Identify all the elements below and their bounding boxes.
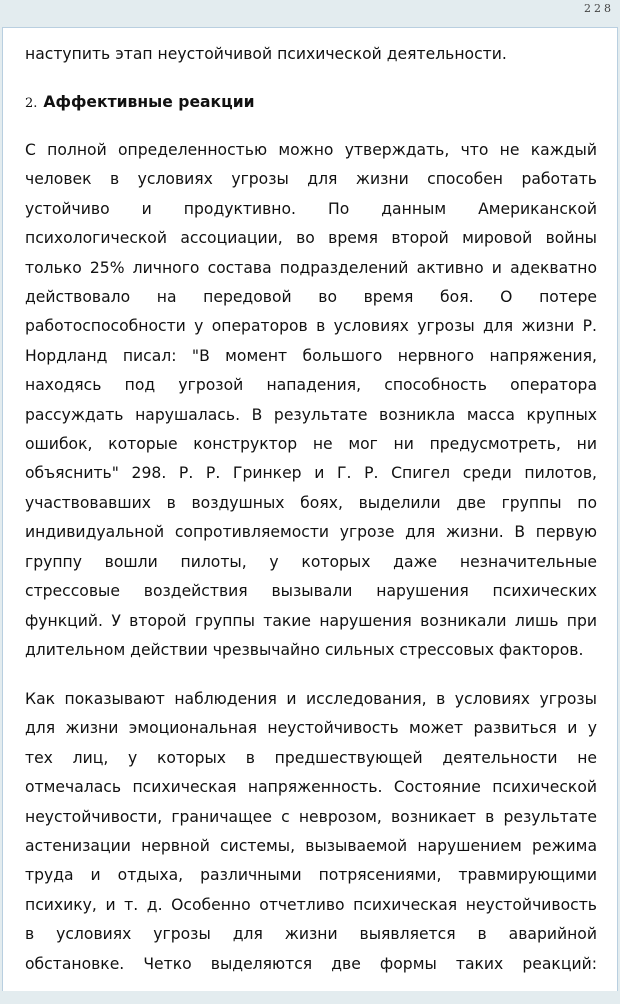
paragraph-line: рассуждать нарушалась. В результате возникла масса крупных	[25, 405, 597, 424]
paragraph-line: Как показывают наблюдения и исследования, в условиях угрозы	[25, 690, 597, 708]
page-number: 228	[584, 2, 614, 15]
section-number: 2.	[25, 96, 38, 111]
paragraph-line: объяснить" 298. Р. Р. Гринкер и Г. Р. Спигел среди пилотов,	[25, 464, 597, 483]
section-heading	[25, 88, 597, 118]
paragraph-line: С полной определенностью можно утверждать, что не каждый	[25, 141, 597, 159]
paragraph-1	[25, 136, 597, 665]
paragraph-line: длительном действии чрезвычайно сильных стрессовых факторов.	[25, 640, 584, 659]
document-page	[2, 27, 618, 992]
paragraph-line: в условиях угрозы для жизни выявляется в аварийной	[25, 925, 597, 944]
paragraph-line: действовало на передовой во время боя. О потере	[25, 288, 597, 307]
paragraph-line: человек в условиях угрозы для жизни способен работать	[25, 170, 597, 189]
bottom-edge	[0, 991, 620, 1004]
paragraph-line: устойчиво и продуктивно. По данным Американской	[25, 199, 597, 218]
section-title: Аффективные реакции	[43, 93, 255, 111]
continuation-line: наступить этап неустойчивой психической деятельности.	[25, 45, 507, 63]
paragraph-line: психику, и т. д. Особенно отчетливо психическая неустойчивость	[25, 895, 597, 914]
paragraph-line: участвовавших в воздушных боях, выделили две группы по	[25, 493, 597, 512]
paragraph-line: работоспособности у операторов в условиях угрозы для жизни Р.	[25, 317, 597, 336]
paragraph-line: для жизни эмоциональная неустойчивость может развиться и у	[25, 719, 597, 738]
paragraph-line: отмечалась психическая напряженность. Состояние психической	[25, 778, 597, 797]
paragraph-2	[25, 685, 597, 979]
paragraph-line: астенизации нервной системы, вызываемой нарушением режима	[25, 837, 597, 856]
paragraph-line: Нордланд писал: "В момент большого нервного напряжения,	[25, 346, 597, 365]
paragraph-line: психологической ассоциации, во время второй мировой войны	[25, 229, 597, 248]
paragraph-line: стрессовые воздействия вызывали нарушения психических	[25, 582, 597, 601]
paragraph-line: обстановке. Четко выделяются две формы таких реакций:	[25, 954, 597, 973]
paragraph-line: труда и отдыха, различными потрясениями, травмирующими	[25, 866, 597, 885]
paragraph-line: находясь под угрозой нападения, способность оператора	[25, 376, 597, 395]
paragraph-line: неустойчивости, граничащее с неврозом, возникает в результате	[25, 807, 597, 826]
paragraph-line: тех лиц, у которых в предшествующей деятельности не	[25, 748, 597, 767]
paragraph-line: индивидуальной сопротивляемости угрозе для жизни. В первую	[25, 523, 597, 542]
paragraph-line: ошибок, которые конструктор не мог ни предусмотреть, ни	[25, 435, 597, 454]
paragraph-line: только 25% личного состава подразделений активно и адекватно	[25, 258, 597, 277]
paragraph-line: группу вошли пилоты, у которых даже незначительные	[25, 552, 597, 571]
paragraph-line: функций. У второй группы такие нарушения возникали лишь при	[25, 611, 597, 630]
